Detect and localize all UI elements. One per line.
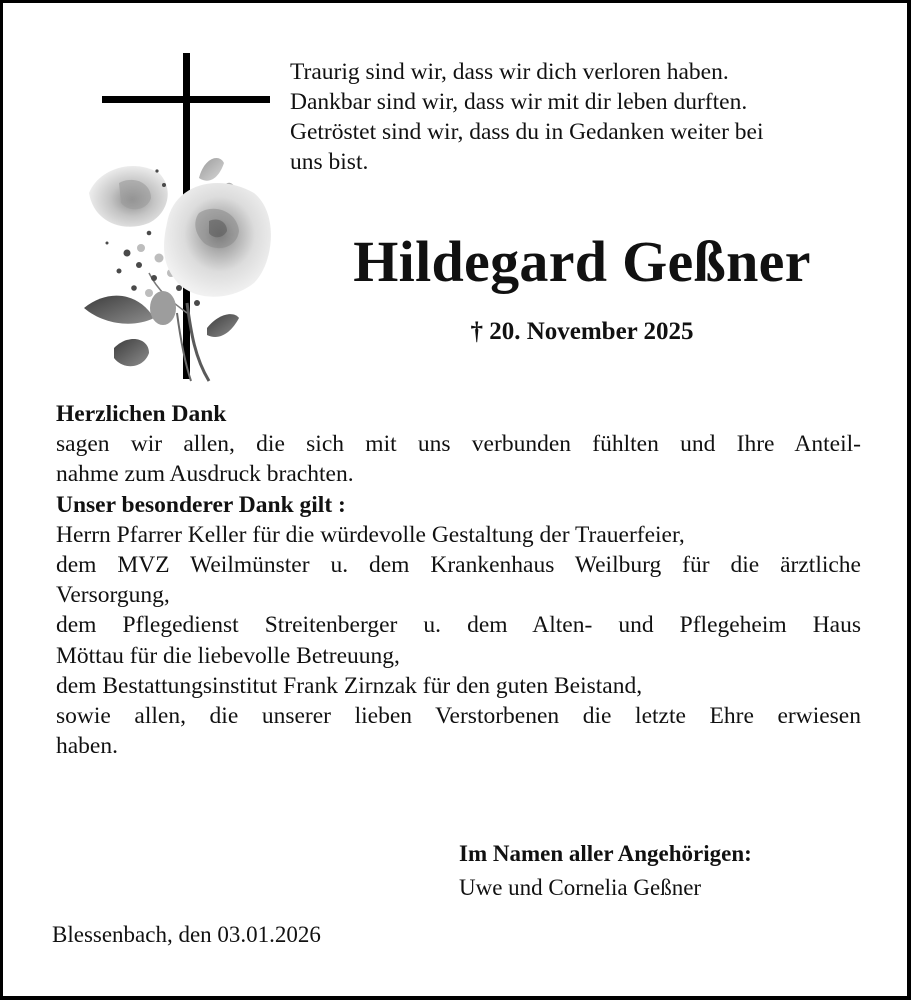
body-line: Herrn Pfarrer Keller für die würdevolle Gestaltung der Trauerfeier,: [56, 521, 685, 548]
body-line: nahme zum Ausdruck brachten.: [56, 461, 354, 488]
special-thanks-heading: Unser besonderer Dank gilt :: [56, 491, 346, 518]
thanks-body: [56, 399, 861, 761]
poem-line: Traurig sind wir, dass wir dich verloren haben.: [290, 59, 729, 85]
body-line: dem Bestattungsinstitut Frank Zirnzak für den guten Beistand,: [56, 672, 643, 699]
body-line: dem Pflegedienst Streitenberger u. dem Alten- und Pflegeheim Haus: [56, 612, 861, 639]
poem-line: uns bist.: [290, 149, 369, 175]
cross-icon-horizontal-bar: [102, 96, 270, 103]
body-line: haben.: [56, 733, 118, 760]
thanks-heading: Herzlichen Dank: [56, 401, 227, 427]
body-line: Möttau für die liebevolle Betreuung,: [56, 642, 400, 669]
place-and-date: Blessenbach, den 03.01.2026: [52, 922, 321, 947]
poem-line: Dankbar sind wir, dass wir mit dir leben durften.: [290, 89, 748, 115]
poem-line: Getröstet sind wir, dass du in Gedanken weiter bei: [290, 119, 764, 145]
body-line: Versorgung,: [56, 582, 170, 609]
body-line: sagen wir allen, die sich mit uns verbunden fühlten und Ihre Anteil-: [56, 431, 861, 458]
body-line: dem MVZ Weilmünster u. dem Krankenhaus Weilburg für die ärztliche: [56, 552, 861, 579]
deceased-name: Hildegard Geßner: [353, 229, 811, 294]
body-line: sowie allen, die unserer lieben Verstorbenen die letzte Ehre erwiesen: [56, 703, 861, 730]
rose-bouquet-icon: [79, 153, 279, 383]
signature-names: Uwe und Cornelia Geßner: [459, 875, 702, 900]
death-date: † 20. November 2025: [470, 318, 694, 345]
poem-verse: [290, 57, 850, 177]
signature-title: Im Namen aller Angehörigen:: [459, 841, 752, 866]
